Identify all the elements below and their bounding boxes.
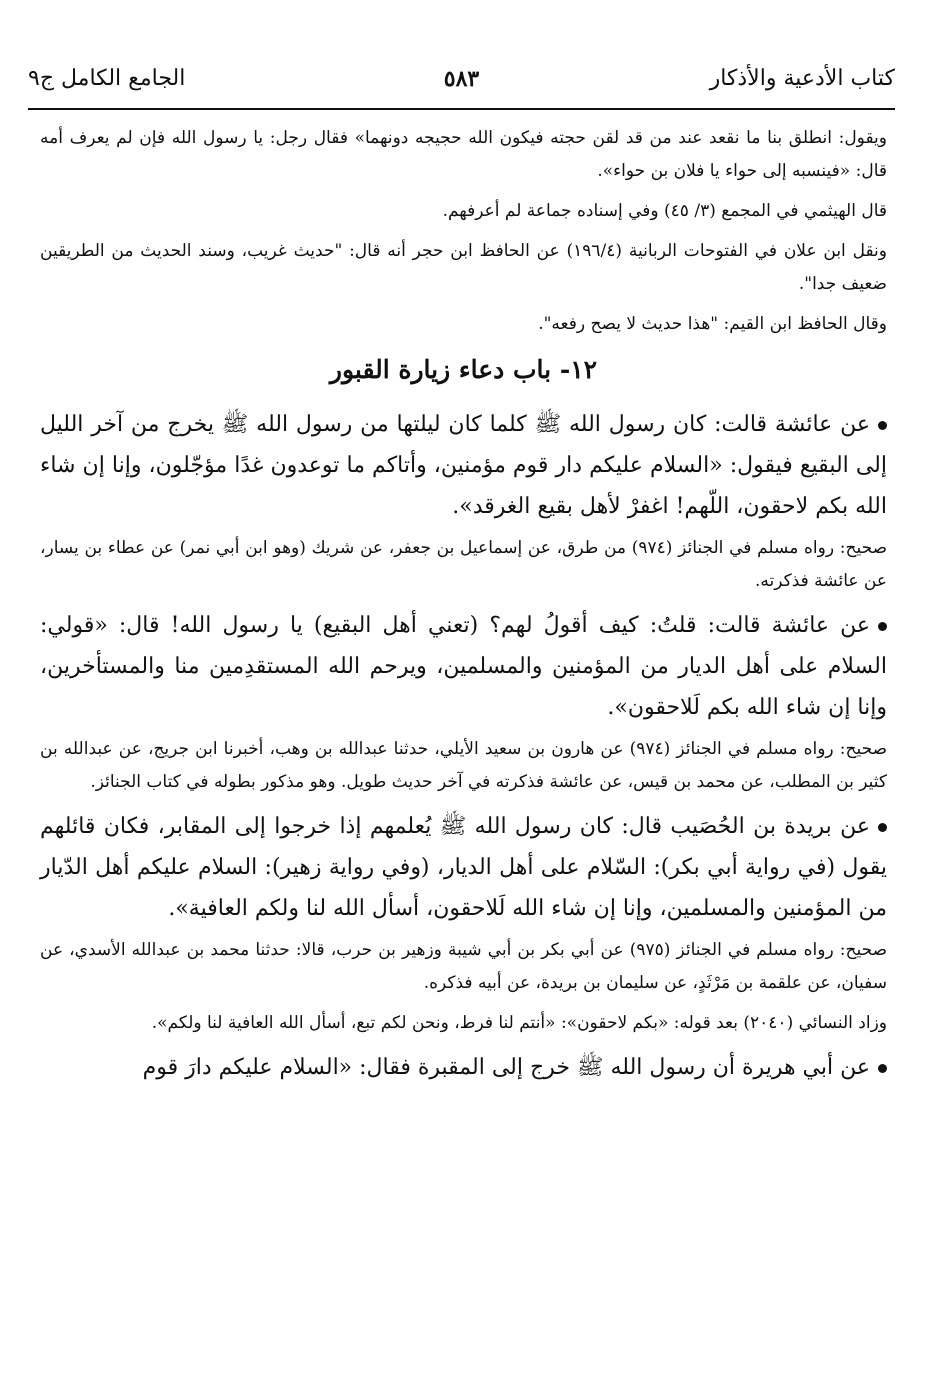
hadith-aisha-2 bbox=[40, 605, 887, 733]
page-number: ٥٨٣ bbox=[443, 66, 480, 92]
grading-note-2: صحيح: رواه مسلم في الجنائز (٩٧٤) عن هارون بن سعيد الأيلي، حدثنا عبدالله بن وهب، أخبرنا ابن جريج، عن عبدالله بن كثير بن المطلب، عن محمد بن قيس، عن عائشة فذكرته في آخر حديث طويل. وهو مذكور بطوله في كتاب الجنائز. bbox=[40, 739, 888, 792]
hadith-aisha-1 bbox=[40, 402, 887, 532]
grading-note-1: صحيح: رواه مسلم في الجنائز (٩٧٤) من طرق، عن إسماعيل بن جعفر، عن شريك (وهو ابن أبي نمر) عن عطاء بن يسار، عن عائشة فذكرته. bbox=[40, 538, 887, 591]
book-section-title: كتاب الأدعية والأذكار bbox=[709, 66, 895, 91]
hadith-buraydah bbox=[40, 806, 887, 934]
bullet-marker bbox=[878, 1064, 887, 1073]
grading-note-3: صحيح: رواه مسلم في الجنائز (٩٧٥) عن أبي بكر بن أبي شيبة وزهير بن حرب، قالا: حدثنا محمد بن عبدالله الأسدي، عن سفيان، عن علقمة بن مَرْثَدٍ، عن سليمان بن بريدة، عن أبيه فذكره. bbox=[40, 940, 888, 993]
nasai-addition-note: وزاد النسائي (٢٠٤٠) بعد قوله: «بكم لاحقون»: «أنتم لنا فرط، ونحن لكم تبع، أسأل الله العافية لنا ولكم». bbox=[151, 1013, 887, 1033]
paragraph-haythami-note: قال الهيثمي في المجمع (٣/ ٤٥) وفي إسناده جماعة لم أعرفهم. bbox=[442, 201, 887, 221]
hadith-text: عن بريدة بن الحُصَيب قال: كان رسول الله ﷺ يُعلمهم إذا خرجوا إلى المقابر، فكان قائلهم يقول (في رواية أبي بكر): السّلام على أهل الديار، (وفي رواية زهير): السلام عليكم أهل الدّيار من المؤمنين والمسلمين، وإنا إن شاء الله لَلاحقون، أسأل الله لنا ولكم العافية». bbox=[40, 814, 887, 921]
page-body bbox=[40, 122, 887, 1093]
paragraph-ibn-qayyim-note: وقال الحافظ ابن القيم: "هذا حديث لا يصح رفعه". bbox=[538, 314, 887, 334]
paragraph-continuation: ويقول: انطلق بنا ما نقعد عند من قد لقن حجته فيكون الله حجيجه دونهما» فقال رجل: يا رسول الله فإن لم يعرف أمه قال: «فينسبه إلى حواء يا فلان بن حواء». bbox=[40, 128, 887, 181]
hadith-text: عن عائشة قالت: كان رسول الله ﷺ كلما كان ليلتها من رسول الله ﷺ يخرج من آخر الليل إلى البقيع فيقول: «السلام عليكم دار قوم مؤمنين، وأتاكم ما توعدون غدًا مؤجّلون، وإنا إن شاء الله بكم لاحقون، اللّهم! اغفرْ لأهل بقيع الغرقد». bbox=[40, 412, 887, 519]
bullet-marker bbox=[878, 823, 887, 832]
chapter-heading: ١٢- باب دعاء زيارة القبور bbox=[329, 355, 598, 384]
volume-title: الجامع الكامل ج٩ bbox=[28, 66, 186, 91]
hadith-abu-hurayrah bbox=[40, 1047, 887, 1093]
page-header bbox=[28, 54, 895, 104]
bullet-marker bbox=[878, 622, 887, 631]
hadith-text: عن أبي هريرة أن رسول الله ﷺ خرج إلى المقبرة فقال: «السلام عليكم دارَ قوم bbox=[142, 1055, 870, 1080]
hadith-text: عن عائشة قالت: قلتُ: كيف أقولُ لهم؟ (تعني أهل البقيع) يا رسول الله! قال: «قولي: السلام على أهل الديار من المؤمنين والمسلمين، ويرحم الله المستقدِمين منا والمستأخرين، وإنا إن شاء الله بكم لَلاحقون». bbox=[40, 613, 887, 720]
paragraph-ibn-allan-note: ونقل ابن علان في الفتوحات الربانية (١٩٦/٤) عن الحافظ ابن حجر أنه قال: "حديث غريب، وسند الحديث من الطريقين ضعيف جدا". bbox=[40, 241, 888, 294]
bullet-marker bbox=[878, 421, 887, 430]
header-divider bbox=[28, 108, 895, 110]
